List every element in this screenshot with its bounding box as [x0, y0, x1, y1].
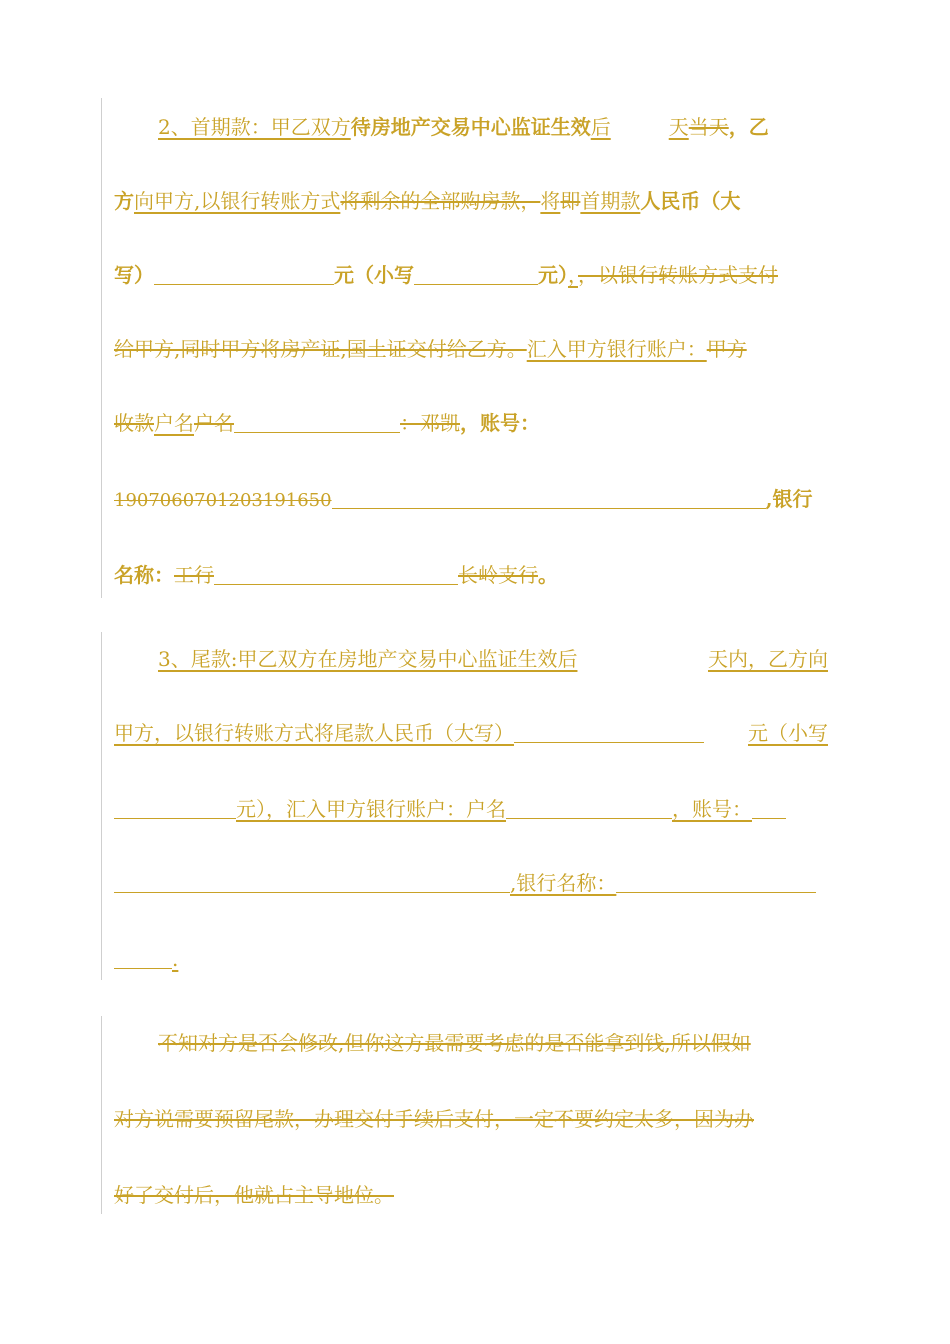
bold-text: 方: [114, 189, 134, 213]
note-line-1: [114, 1028, 828, 1058]
inserted-text: 汇入甲方银行账户：: [526, 337, 707, 361]
inserted-text: ,银行名称：: [510, 871, 617, 895]
account-name-blank[interactable]: [234, 412, 400, 433]
account-number-blank[interactable]: [332, 488, 766, 509]
inserted-text: 元），汇入甲方银行账户：户名: [236, 797, 506, 821]
bank-name-blank[interactable]: [214, 564, 458, 585]
bold-text: 写）: [114, 263, 154, 287]
account-name-blank[interactable]: [506, 798, 672, 819]
bank-name-blank-cont[interactable]: [114, 948, 172, 969]
clause-2-title: 2、首期款：甲乙双方: [158, 115, 351, 139]
deleted-text: ，以银行转账方式支付: [578, 263, 778, 287]
bold-text: 人民币（大: [640, 189, 741, 213]
bold-text: ，账号：: [460, 411, 540, 435]
bold-text: 名称：: [114, 563, 174, 587]
deleted-note-text: 好了交付后，他就占主导地位。: [114, 1183, 394, 1207]
capital-amount-blank[interactable]: [514, 722, 704, 743]
capital-amount-blank[interactable]: [154, 264, 334, 285]
inserted-text: 向甲方,以银行转账方式: [134, 189, 341, 213]
clause-3-line-5: [114, 944, 828, 974]
clause-2-line-2: [114, 186, 828, 216]
deleted-note-text: 对方说需要预留尾款，办理交付手续后支付，一定不要约定太多，因为办: [114, 1107, 754, 1131]
bold-text: ,银行: [765, 487, 813, 511]
clause-3-line-4: [114, 868, 828, 898]
clause-2-line-1: [114, 112, 828, 142]
deleted-text: 长岭支行: [458, 563, 538, 587]
clause-3-text-group: [114, 718, 704, 748]
inserted-text: 甲方，以银行转账方式将尾款人民币（大写）: [114, 721, 514, 745]
inserted-text: .: [172, 947, 179, 971]
inserted-text: 天内，乙方向: [708, 647, 828, 671]
clause-2-line-6: [114, 484, 828, 514]
bank-name-blank[interactable]: [616, 872, 816, 893]
deleted-text: 户名: [194, 411, 234, 435]
clause-3-title: 3、尾款:甲乙双方在房地产交易中心监证生效后: [158, 647, 578, 671]
note-line-2: [114, 1104, 828, 1134]
bold-text: 。: [538, 563, 558, 587]
clause-3-line-1: [114, 644, 828, 674]
inserted-text: 元（小写: [748, 721, 828, 745]
deleted-text: 给甲方,同时甲方将房产证,国土证交付给乙方。: [114, 337, 527, 361]
deleted-note-text: 不知对方是否会修改,但你这方最需要考虑的是否能拿到钱,所以假如: [158, 1031, 751, 1055]
clause-3-line-3: [114, 794, 828, 824]
inserted-text: ，: [568, 263, 578, 287]
clause-2-line-7: [114, 560, 828, 590]
bold-text: ，乙: [728, 115, 769, 139]
deleted-account-number: 1907060701203191650: [114, 490, 332, 511]
clause-2-line-3: [114, 260, 828, 290]
deleted-text: 将剩余的全部购房款，: [340, 189, 541, 213]
clause-2-line-5: [114, 408, 828, 438]
numeric-amount-blank[interactable]: [114, 798, 236, 819]
deleted-text: 即: [560, 189, 581, 213]
clause-3-line-2: [114, 718, 828, 748]
inserted-text: 后: [590, 115, 611, 139]
account-number-blank[interactable]: [752, 798, 786, 819]
bold-text: 元）: [538, 263, 568, 287]
deleted-text: 收款: [114, 411, 154, 435]
inserted-text: ，账号：: [672, 797, 752, 821]
clause-3-text-group: [114, 644, 645, 674]
deleted-text: 工行: [174, 563, 214, 587]
change-bar-note: [101, 1016, 102, 1214]
inserted-text: 将: [540, 189, 561, 213]
clause-2-line-4: [114, 334, 828, 364]
bold-text: 元（小写: [334, 263, 414, 287]
inserted-text: 户名: [154, 411, 194, 435]
inserted-text: 天: [668, 115, 689, 139]
change-bar-clause-2: [101, 98, 102, 598]
deleted-text: 当天: [688, 115, 729, 139]
account-number-blank-cont[interactable]: [114, 872, 510, 893]
bold-text: 待房地产交易中心监证生效: [350, 115, 591, 139]
inserted-text: 首期款: [580, 189, 641, 213]
change-bar-clause-3: [101, 632, 102, 980]
note-line-3: [114, 1180, 828, 1210]
deleted-text: 甲方: [706, 337, 747, 361]
deleted-text: ：邓凯: [400, 411, 460, 435]
numeric-amount-blank[interactable]: [414, 264, 538, 285]
